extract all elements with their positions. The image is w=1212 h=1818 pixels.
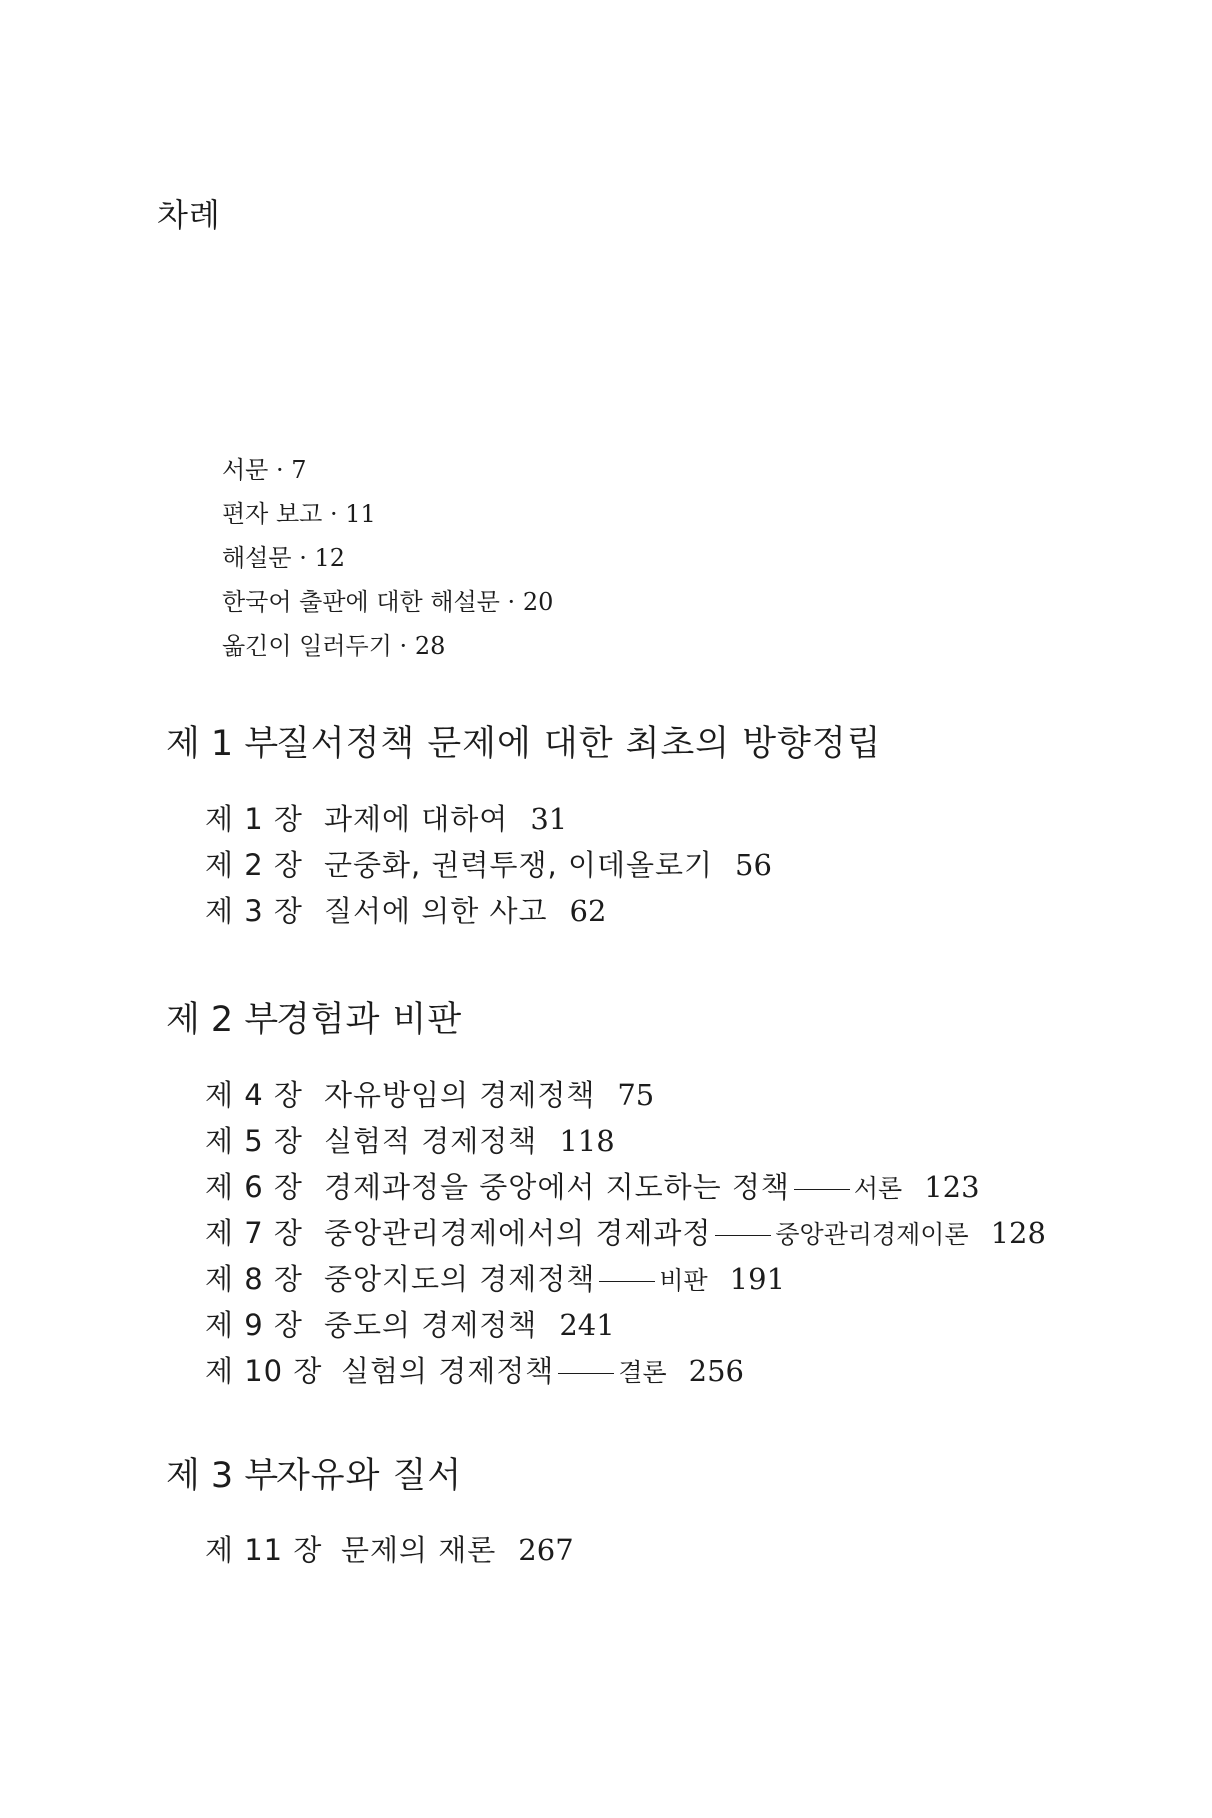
chapter-entry — [205, 1072, 1046, 1118]
separator-dot: · — [291, 544, 315, 572]
chapter-title: 질서에 의한 사고 — [324, 894, 548, 928]
part-title: 질서정책 문제에 대한 최초의 방향정립 — [276, 724, 882, 764]
em-dash-rule — [715, 1235, 771, 1236]
chapter-subtitle: 서론 — [853, 1174, 903, 1203]
front-matter-title: 한국어 출판에 대한 해설문 — [222, 588, 500, 616]
chapter-entry — [205, 1118, 1046, 1164]
chapter-title: 중앙지도의 경제정책 — [324, 1262, 596, 1296]
part-title: 자유와 질서 — [276, 1456, 463, 1496]
part-heading — [166, 1454, 462, 1498]
chapter-number: 제 2 장 — [205, 848, 303, 882]
chapter-entry — [205, 1256, 1046, 1302]
chapter-title: 실험적 경제정책 — [324, 1124, 538, 1158]
page-number: 56 — [735, 848, 772, 882]
part-title: 경험과 비판 — [276, 1000, 463, 1040]
front-matter-title: 서문 — [222, 456, 269, 484]
chapter-entry — [205, 796, 772, 842]
page-number: 191 — [729, 1262, 786, 1296]
chapter-title: 과제에 대하여 — [324, 802, 509, 836]
chapter-title: 경제과정을 중앙에서 지도하는 정책 — [324, 1170, 790, 1204]
page-number: 267 — [518, 1533, 574, 1567]
chapter-number: 제 5 장 — [205, 1124, 303, 1158]
page-number: 128 — [990, 1216, 1046, 1250]
chapter-title: 중앙관리경제에서의 경제과정 — [324, 1216, 712, 1250]
chapter-title: 중도의 경제정책 — [324, 1308, 538, 1342]
page-number: 31 — [530, 802, 568, 836]
chapter-entry — [205, 1302, 1046, 1348]
chapter-entry — [205, 1527, 574, 1573]
chapter-number: 제 3 장 — [205, 894, 303, 928]
page-number: 123 — [924, 1170, 980, 1204]
front-matter-title: 편자 보고 — [222, 500, 323, 528]
part-heading — [166, 998, 462, 1042]
chapter-entry — [205, 888, 772, 934]
front-matter-item — [222, 492, 553, 536]
chapter-number: 제 11 장 — [205, 1533, 323, 1567]
page-number: 11 — [345, 500, 376, 528]
separator-dot: · — [268, 456, 292, 484]
chapter-number: 제 7 장 — [205, 1216, 303, 1250]
front-matter-title: 옮긴이 일러두기 — [222, 632, 392, 660]
page-number: 28 — [414, 632, 446, 660]
separator-dot: · — [322, 500, 346, 528]
toc-heading: 차례 — [157, 196, 221, 234]
chapter-list — [205, 796, 772, 934]
part-number: 제 1 부 — [166, 724, 279, 764]
separator-dot: · — [499, 588, 523, 616]
chapter-subtitle: 중앙관리경제이론 — [775, 1220, 969, 1249]
chapter-number: 제 1 장 — [205, 802, 303, 836]
chapter-subtitle: 결론 — [618, 1358, 667, 1387]
page-number: 75 — [617, 1078, 655, 1112]
em-dash-rule — [794, 1189, 850, 1190]
front-matter-list — [222, 448, 553, 668]
chapter-title: 군중화, 권력투쟁, 이데올로기 — [324, 848, 714, 882]
chapter-number: 제 8 장 — [205, 1262, 303, 1296]
chapter-list — [205, 1527, 574, 1573]
chapter-title: 실험의 경제정책 — [341, 1354, 555, 1388]
page-number: 12 — [314, 544, 345, 572]
chapter-number: 제 6 장 — [205, 1170, 303, 1204]
page-number: 7 — [291, 456, 307, 484]
chapter-number: 제 9 장 — [205, 1308, 303, 1342]
chapter-number: 제 4 장 — [205, 1078, 303, 1112]
chapter-list — [205, 1072, 1046, 1394]
chapter-entry — [205, 1164, 1046, 1210]
chapter-entry — [205, 842, 772, 888]
part-heading — [166, 722, 881, 766]
front-matter-title: 해설문 — [222, 544, 292, 572]
page-number: 256 — [688, 1354, 744, 1388]
chapter-title: 자유방임의 경제정책 — [324, 1078, 596, 1112]
part-number: 제 2 부 — [166, 1000, 279, 1040]
front-matter-item — [222, 536, 553, 580]
separator-dot: · — [391, 632, 415, 660]
chapter-entry — [205, 1348, 1046, 1394]
chapter-number: 제 10 장 — [205, 1354, 323, 1388]
chapter-subtitle: 비판 — [659, 1266, 708, 1295]
part-number: 제 3 부 — [166, 1456, 279, 1496]
em-dash-rule — [599, 1281, 655, 1282]
chapter-title: 문제의 재론 — [341, 1533, 497, 1567]
em-dash-rule — [558, 1373, 614, 1374]
front-matter-item — [222, 448, 553, 492]
chapter-entry — [205, 1210, 1046, 1256]
page-number: 118 — [559, 1124, 615, 1158]
front-matter-item — [222, 580, 553, 624]
page-number: 241 — [559, 1308, 615, 1342]
page-number: 62 — [569, 894, 607, 928]
page-number: 20 — [522, 588, 554, 616]
front-matter-item — [222, 624, 553, 668]
